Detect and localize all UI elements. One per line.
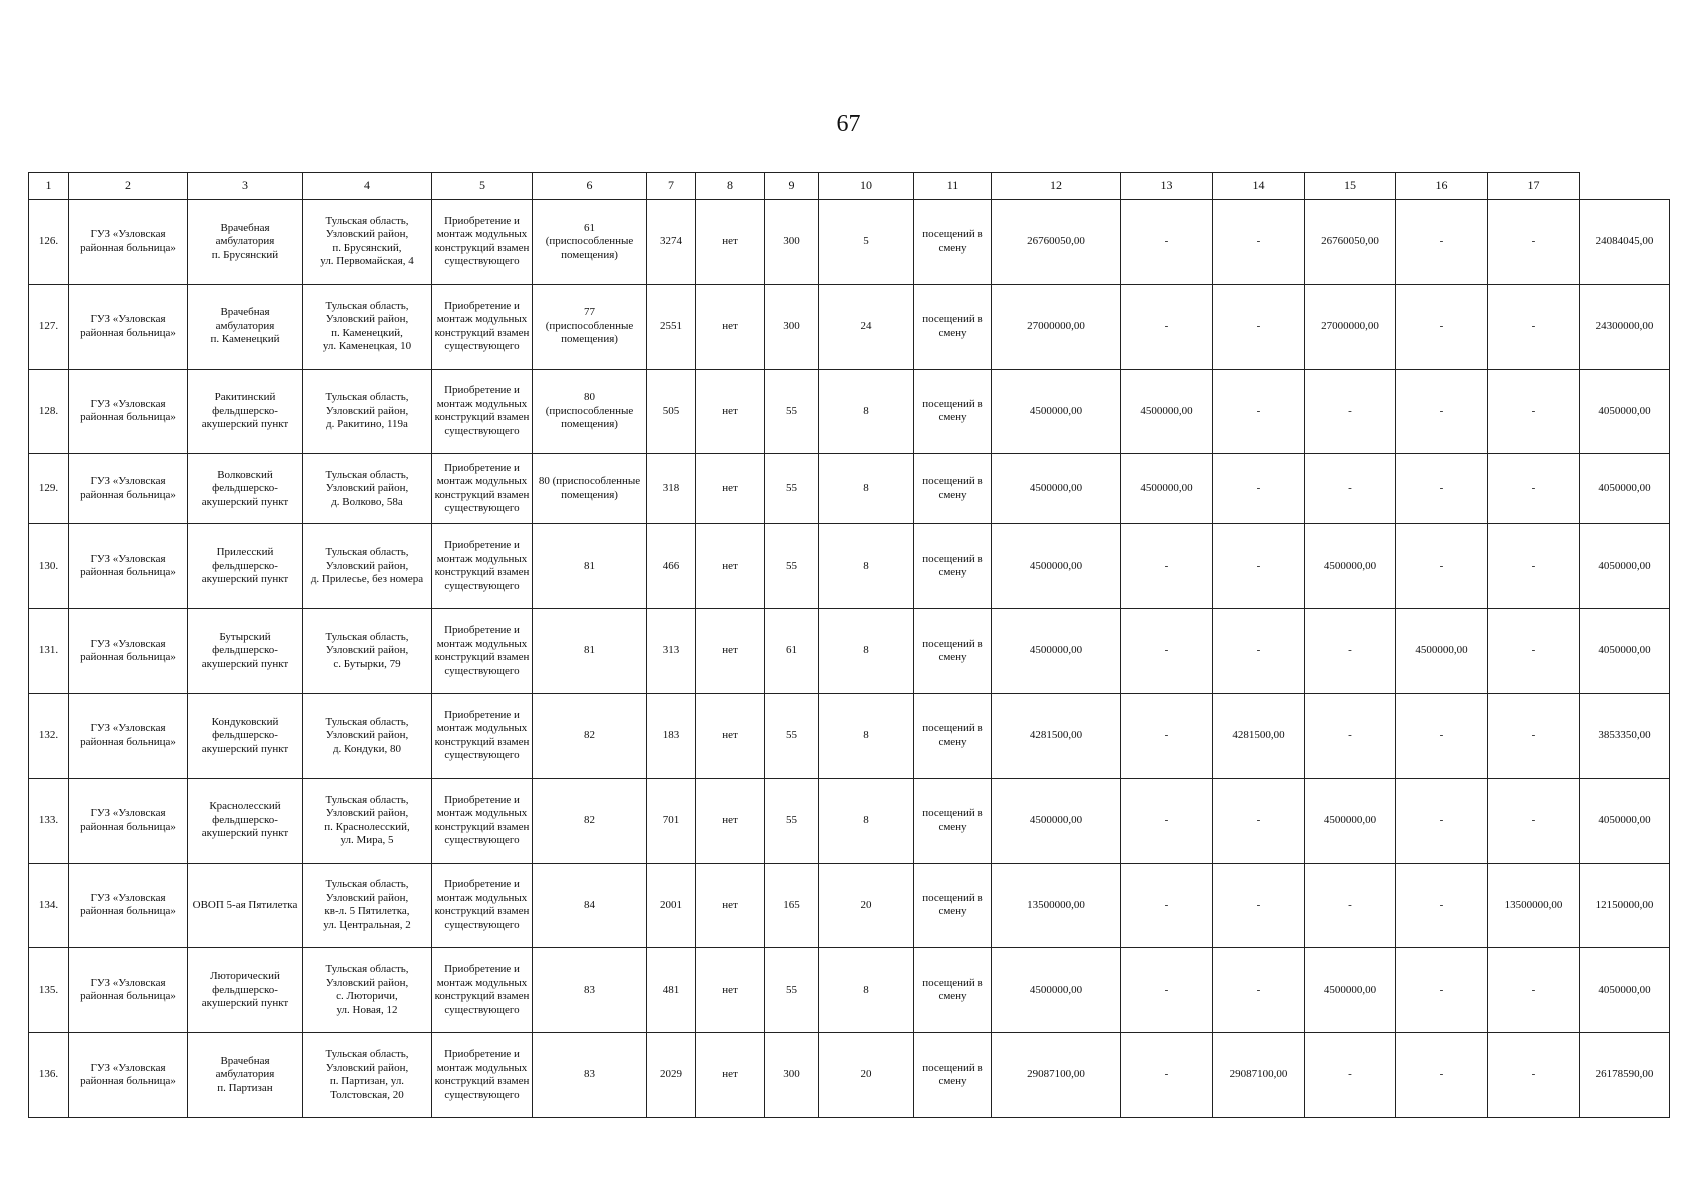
cell-col-16: - (1488, 609, 1580, 694)
cell-col-13: - (1213, 369, 1305, 454)
cell-organization: ГУЗ «Узловская районная больница» (69, 948, 188, 1033)
cell-col-16: - (1488, 1033, 1580, 1118)
column-header-3: 3 (188, 173, 303, 200)
cell-col-9: 8 (819, 524, 914, 609)
cell-col-14: - (1305, 369, 1396, 454)
cell-col-16: - (1488, 524, 1580, 609)
cell-col-16: 13500000,00 (1488, 863, 1580, 948)
cell-organization: ГУЗ «Узловская районная больница» (69, 693, 188, 778)
cell-col-10: посещений в смену (914, 284, 992, 369)
table-row (29, 609, 1670, 694)
cell-facility: Врачебная амбулатория п. Партизан (188, 1033, 303, 1118)
cell-address: Тульская область, Узловский район, д. Прилесье, без номера (303, 524, 432, 609)
cell-col-8: 55 (765, 693, 819, 778)
cell-col-14: 4500000,00 (1305, 778, 1396, 863)
cell-col-17: 4050000,00 (1580, 369, 1670, 454)
cell-col-17: 3853350,00 (1580, 693, 1670, 778)
cell-facility: Краснолесский фельдшерско- акушерский пункт (188, 778, 303, 863)
cell-col-11: 26760050,00 (992, 200, 1121, 285)
cell-col-11: 27000000,00 (992, 284, 1121, 369)
cell-col-5: 82 (533, 693, 647, 778)
cell-col-10: посещений в смену (914, 609, 992, 694)
cell-col-5: 83 (533, 1033, 647, 1118)
cell-col-7: нет (696, 778, 765, 863)
cell-organization: ГУЗ «Узловская районная больница» (69, 863, 188, 948)
cell-row-number: 130. (29, 524, 69, 609)
cell-col-8: 55 (765, 778, 819, 863)
cell-col-15: - (1396, 200, 1488, 285)
table-row (29, 778, 1670, 863)
cell-col-16: - (1488, 454, 1580, 524)
cell-work-type: Приобретение и монтаж модульных конструкций взамен существующего (432, 778, 533, 863)
cell-col-14: 4500000,00 (1305, 524, 1396, 609)
cell-col-6: 2551 (647, 284, 696, 369)
column-header-11: 11 (914, 173, 992, 200)
table-row (29, 200, 1670, 285)
cell-col-15: - (1396, 284, 1488, 369)
column-header-1: 1 (29, 173, 69, 200)
cell-col-12: - (1121, 863, 1213, 948)
cell-address: Тульская область, Узловский район, п. Брусянский, ул. Первомайская, 4 (303, 200, 432, 285)
cell-col-17: 4050000,00 (1580, 524, 1670, 609)
cell-col-6: 313 (647, 609, 696, 694)
cell-col-17: 24300000,00 (1580, 284, 1670, 369)
table-row (29, 454, 1670, 524)
column-header-16: 16 (1396, 173, 1488, 200)
table-row (29, 863, 1670, 948)
table-row (29, 693, 1670, 778)
cell-col-7: нет (696, 454, 765, 524)
cell-col-13: - (1213, 948, 1305, 1033)
column-header-10: 10 (819, 173, 914, 200)
cell-col-6: 183 (647, 693, 696, 778)
cell-col-5: 81 (533, 609, 647, 694)
cell-col-6: 481 (647, 948, 696, 1033)
cell-col-15: - (1396, 863, 1488, 948)
table-row (29, 284, 1670, 369)
cell-col-5: 81 (533, 524, 647, 609)
cell-col-16: - (1488, 284, 1580, 369)
cell-col-6: 466 (647, 524, 696, 609)
cell-row-number: 127. (29, 284, 69, 369)
cell-work-type: Приобретение и монтаж модульных конструкций взамен существующего (432, 200, 533, 285)
cell-col-5: 84 (533, 863, 647, 948)
cell-col-7: нет (696, 524, 765, 609)
cell-work-type: Приобретение и монтаж модульных конструкций взамен существующего (432, 693, 533, 778)
cell-col-8: 55 (765, 369, 819, 454)
cell-col-12: 4500000,00 (1121, 369, 1213, 454)
cell-col-6: 701 (647, 778, 696, 863)
cell-work-type: Приобретение и монтаж модульных конструкций взамен существующего (432, 454, 533, 524)
cell-col-7: нет (696, 609, 765, 694)
cell-col-16: - (1488, 778, 1580, 863)
cell-col-12: - (1121, 778, 1213, 863)
cell-col-12: - (1121, 948, 1213, 1033)
cell-col-9: 8 (819, 948, 914, 1033)
cell-row-number: 126. (29, 200, 69, 285)
cell-col-10: посещений в смену (914, 948, 992, 1033)
cell-col-6: 318 (647, 454, 696, 524)
cell-col-11: 13500000,00 (992, 863, 1121, 948)
cell-organization: ГУЗ «Узловская районная больница» (69, 284, 188, 369)
cell-row-number: 129. (29, 454, 69, 524)
cell-col-12: - (1121, 1033, 1213, 1118)
cell-col-8: 55 (765, 454, 819, 524)
data-table (28, 172, 1670, 1118)
table-row (29, 1033, 1670, 1118)
cell-col-13: 29087100,00 (1213, 1033, 1305, 1118)
cell-col-9: 8 (819, 778, 914, 863)
cell-col-17: 4050000,00 (1580, 948, 1670, 1033)
cell-col-15: - (1396, 693, 1488, 778)
cell-work-type: Приобретение и монтаж модульных конструкций взамен существующего (432, 948, 533, 1033)
table-row (29, 524, 1670, 609)
cell-col-15: - (1396, 524, 1488, 609)
cell-col-11: 4500000,00 (992, 778, 1121, 863)
table-row (29, 369, 1670, 454)
cell-work-type: Приобретение и монтаж модульных конструкций взамен существующего (432, 1033, 533, 1118)
cell-col-10: посещений в смену (914, 524, 992, 609)
cell-col-13: - (1213, 609, 1305, 694)
cell-facility: Волковский фельдшерско- акушерский пункт (188, 454, 303, 524)
cell-col-10: посещений в смену (914, 693, 992, 778)
cell-col-9: 8 (819, 454, 914, 524)
cell-col-9: 8 (819, 369, 914, 454)
cell-col-16: - (1488, 948, 1580, 1033)
cell-col-14: - (1305, 863, 1396, 948)
cell-work-type: Приобретение и монтаж модульных конструкций взамен существующего (432, 609, 533, 694)
cell-col-16: - (1488, 200, 1580, 285)
cell-col-12: - (1121, 284, 1213, 369)
cell-col-14: - (1305, 693, 1396, 778)
cell-col-14: 26760050,00 (1305, 200, 1396, 285)
cell-work-type: Приобретение и монтаж модульных конструкций взамен существующего (432, 863, 533, 948)
cell-col-8: 300 (765, 200, 819, 285)
cell-col-11: 4500000,00 (992, 454, 1121, 524)
cell-col-10: посещений в смену (914, 778, 992, 863)
cell-facility: Врачебная амбулатория п. Брусянский (188, 200, 303, 285)
cell-col-7: нет (696, 948, 765, 1033)
cell-col-10: посещений в смену (914, 1033, 992, 1118)
cell-work-type: Приобретение и монтаж модульных конструкций взамен существующего (432, 524, 533, 609)
cell-facility: Люторический фельдшерско- акушерский пункт (188, 948, 303, 1033)
cell-col-9: 20 (819, 863, 914, 948)
cell-col-17: 24084045,00 (1580, 200, 1670, 285)
cell-facility: Врачебная амбулатория п. Каменецкий (188, 284, 303, 369)
cell-col-11: 4500000,00 (992, 609, 1121, 694)
column-header-4: 4 (303, 173, 432, 200)
cell-col-8: 300 (765, 1033, 819, 1118)
cell-col-10: посещений в смену (914, 454, 992, 524)
cell-col-10: посещений в смену (914, 200, 992, 285)
cell-col-12: - (1121, 200, 1213, 285)
cell-col-13: 4281500,00 (1213, 693, 1305, 778)
cell-col-14: 27000000,00 (1305, 284, 1396, 369)
cell-address: Тульская область, Узловский район, д. Волково, 58а (303, 454, 432, 524)
cell-col-8: 61 (765, 609, 819, 694)
cell-col-5: 61 (приспособленные помещения) (533, 200, 647, 285)
cell-col-11: 4500000,00 (992, 369, 1121, 454)
cell-col-13: - (1213, 284, 1305, 369)
cell-col-7: нет (696, 200, 765, 285)
cell-organization: ГУЗ «Узловская районная больница» (69, 609, 188, 694)
column-header-5: 5 (432, 173, 533, 200)
cell-col-13: - (1213, 778, 1305, 863)
column-header-17: 17 (1488, 173, 1580, 200)
cell-col-8: 55 (765, 524, 819, 609)
cell-col-12: - (1121, 524, 1213, 609)
cell-col-17: 12150000,00 (1580, 863, 1670, 948)
column-header-13: 13 (1121, 173, 1213, 200)
cell-col-5: 82 (533, 778, 647, 863)
column-number-row (29, 173, 1670, 200)
column-header-14: 14 (1213, 173, 1305, 200)
column-header-15: 15 (1305, 173, 1396, 200)
cell-work-type: Приобретение и монтаж модульных конструкций взамен существующего (432, 369, 533, 454)
cell-row-number: 136. (29, 1033, 69, 1118)
cell-col-8: 55 (765, 948, 819, 1033)
cell-address: Тульская область, Узловский район, п. Краснолесский, ул. Мира, 5 (303, 778, 432, 863)
cell-row-number: 132. (29, 693, 69, 778)
cell-address: Тульская область, Узловский район, с. Бутырки, 79 (303, 609, 432, 694)
cell-col-9: 24 (819, 284, 914, 369)
cell-address: Тульская область, Узловский район, д. Ракитино, 119а (303, 369, 432, 454)
cell-facility: Кондуковский фельдшерско- акушерский пункт (188, 693, 303, 778)
cell-row-number: 134. (29, 863, 69, 948)
page-number: 67 (836, 111, 861, 137)
cell-col-15: - (1396, 1033, 1488, 1118)
cell-col-14: - (1305, 609, 1396, 694)
cell-col-5: 77 (приспособленные помещения) (533, 284, 647, 369)
cell-col-14: - (1305, 454, 1396, 524)
cell-col-15: - (1396, 454, 1488, 524)
cell-col-13: - (1213, 200, 1305, 285)
cell-col-5: 80 (приспособленные помещения) (533, 454, 647, 524)
column-header-8: 8 (696, 173, 765, 200)
cell-address: Тульская область, Узловский район, д. Кондуки, 80 (303, 693, 432, 778)
cell-col-12: - (1121, 609, 1213, 694)
cell-col-16: - (1488, 369, 1580, 454)
cell-col-6: 505 (647, 369, 696, 454)
cell-col-17: 4050000,00 (1580, 609, 1670, 694)
cell-address: Тульская область, Узловский район, п. Партизан, ул. Толстовская, 20 (303, 1033, 432, 1118)
cell-organization: ГУЗ «Узловская районная больница» (69, 200, 188, 285)
cell-col-11: 4500000,00 (992, 948, 1121, 1033)
table-row (29, 948, 1670, 1033)
column-header-12: 12 (992, 173, 1121, 200)
column-header-7: 7 (647, 173, 696, 200)
cell-col-10: посещений в смену (914, 863, 992, 948)
cell-work-type: Приобретение и монтаж модульных конструкций взамен существующего (432, 284, 533, 369)
cell-organization: ГУЗ «Узловская районная больница» (69, 524, 188, 609)
cell-address: Тульская область, Узловский район, кв-л. 5 Пятилетка, ул. Центральная, 2 (303, 863, 432, 948)
cell-col-14: 4500000,00 (1305, 948, 1396, 1033)
cell-col-16: - (1488, 693, 1580, 778)
column-header-9: 9 (765, 173, 819, 200)
cell-col-6: 2001 (647, 863, 696, 948)
cell-row-number: 135. (29, 948, 69, 1033)
cell-col-13: - (1213, 524, 1305, 609)
cell-col-6: 2029 (647, 1033, 696, 1118)
cell-col-17: 4050000,00 (1580, 778, 1670, 863)
cell-col-5: 80 (приспособленные помещения) (533, 369, 647, 454)
cell-row-number: 133. (29, 778, 69, 863)
cell-col-11: 4500000,00 (992, 524, 1121, 609)
cell-col-15: - (1396, 948, 1488, 1033)
cell-col-12: 4500000,00 (1121, 454, 1213, 524)
cell-col-9: 5 (819, 200, 914, 285)
cell-col-13: - (1213, 863, 1305, 948)
cell-col-9: 8 (819, 609, 914, 694)
cell-col-9: 8 (819, 693, 914, 778)
cell-col-10: посещений в смену (914, 369, 992, 454)
cell-col-7: нет (696, 1033, 765, 1118)
cell-col-9: 20 (819, 1033, 914, 1118)
cell-col-15: 4500000,00 (1396, 609, 1488, 694)
cell-facility: Ракитинский фельдшерско- акушерский пункт (188, 369, 303, 454)
cell-col-12: - (1121, 693, 1213, 778)
cell-col-15: - (1396, 778, 1488, 863)
cell-col-5: 83 (533, 948, 647, 1033)
cell-address: Тульская область, Узловский район, п. Каменецкий, ул. Каменецкая, 10 (303, 284, 432, 369)
cell-col-17: 4050000,00 (1580, 454, 1670, 524)
cell-organization: ГУЗ «Узловская районная больница» (69, 778, 188, 863)
cell-col-11: 4281500,00 (992, 693, 1121, 778)
cell-facility: Бутырский фельдшерско- акушерский пункт (188, 609, 303, 694)
cell-col-8: 300 (765, 284, 819, 369)
cell-facility: Прилесский фельдшерско- акушерский пункт (188, 524, 303, 609)
cell-col-8: 165 (765, 863, 819, 948)
cell-col-7: нет (696, 369, 765, 454)
cell-col-15: - (1396, 369, 1488, 454)
cell-col-14: - (1305, 1033, 1396, 1118)
cell-organization: ГУЗ «Узловская районная больница» (69, 369, 188, 454)
cell-col-7: нет (696, 284, 765, 369)
cell-col-7: нет (696, 863, 765, 948)
table-body (29, 200, 1670, 1118)
column-header-6: 6 (533, 173, 647, 200)
cell-row-number: 128. (29, 369, 69, 454)
cell-col-6: 3274 (647, 200, 696, 285)
cell-row-number: 131. (29, 609, 69, 694)
column-header-2: 2 (69, 173, 188, 200)
cell-col-11: 29087100,00 (992, 1033, 1121, 1118)
cell-facility: ОВОП 5-ая Пятилетка (188, 863, 303, 948)
cell-organization: ГУЗ «Узловская районная больница» (69, 454, 188, 524)
cell-organization: ГУЗ «Узловская районная больница» (69, 1033, 188, 1118)
cell-col-7: нет (696, 693, 765, 778)
cell-address: Тульская область, Узловский район, с. Люторичи, ул. Новая, 12 (303, 948, 432, 1033)
cell-col-13: - (1213, 454, 1305, 524)
cell-col-17: 26178590,00 (1580, 1033, 1670, 1118)
